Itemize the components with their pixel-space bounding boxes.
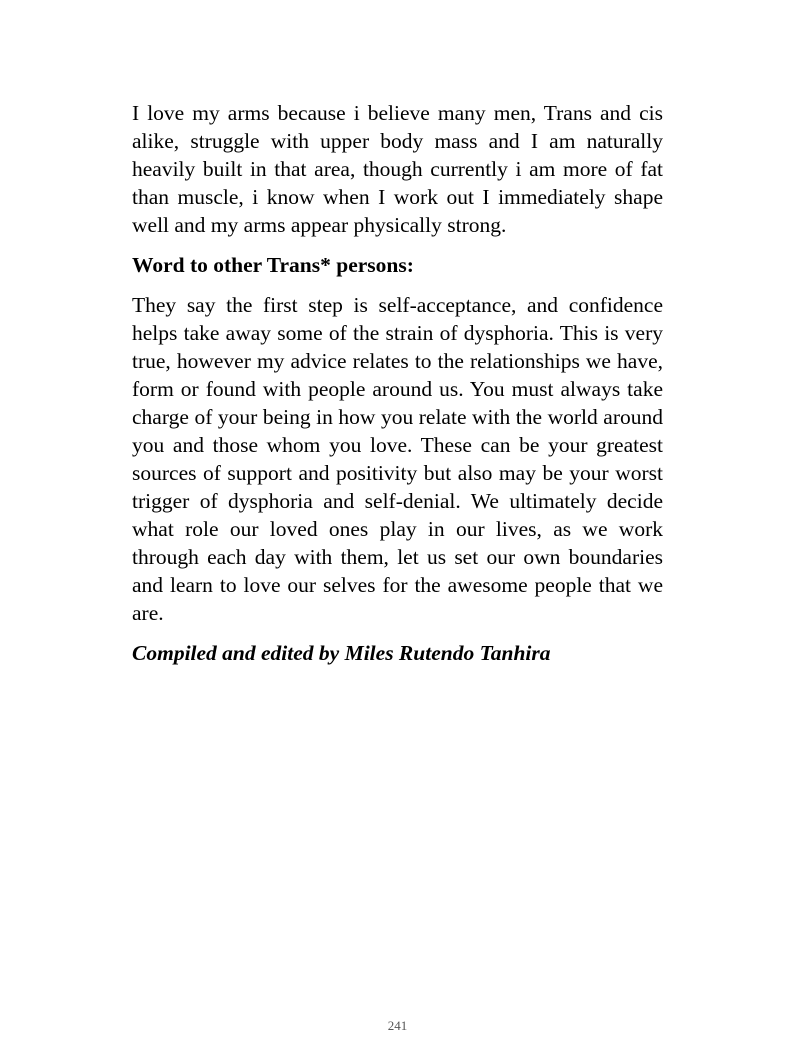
- section-heading: Word to other Trans* persons:: [132, 253, 414, 277]
- paragraph-arms: I love my arms because i believe many men, Trans and cis alike, struggle with upper body mass and I am naturally heavily built in that area, though currently i am more of fat than muscle, i know when I work out I immediately shape well and my arms appear physically strong.: [132, 101, 663, 237]
- page-number: 241: [387, 1018, 408, 1033]
- paragraph-advice: They say the first step is self-acceptance, and confidence helps take away some of the strain of dysphoria. This is very true, however my advice relates to the relationships we have, form or found with people around us. You must always take charge of your being in how you relate with the world around you and those whom you love. These can be your greatest sources of support and positivity but also may be your worst trigger of dysphoria and self-denial. We ultimately decide what role our loved ones play in our lives, as we work through each day with them, let us set our own boundaries and learn to love our selves for the awesome people that we are.: [132, 293, 663, 625]
- editor-credit: Compiled and edited by Miles Rutendo Tanhira: [132, 641, 551, 665]
- body-text: [132, 99, 663, 667]
